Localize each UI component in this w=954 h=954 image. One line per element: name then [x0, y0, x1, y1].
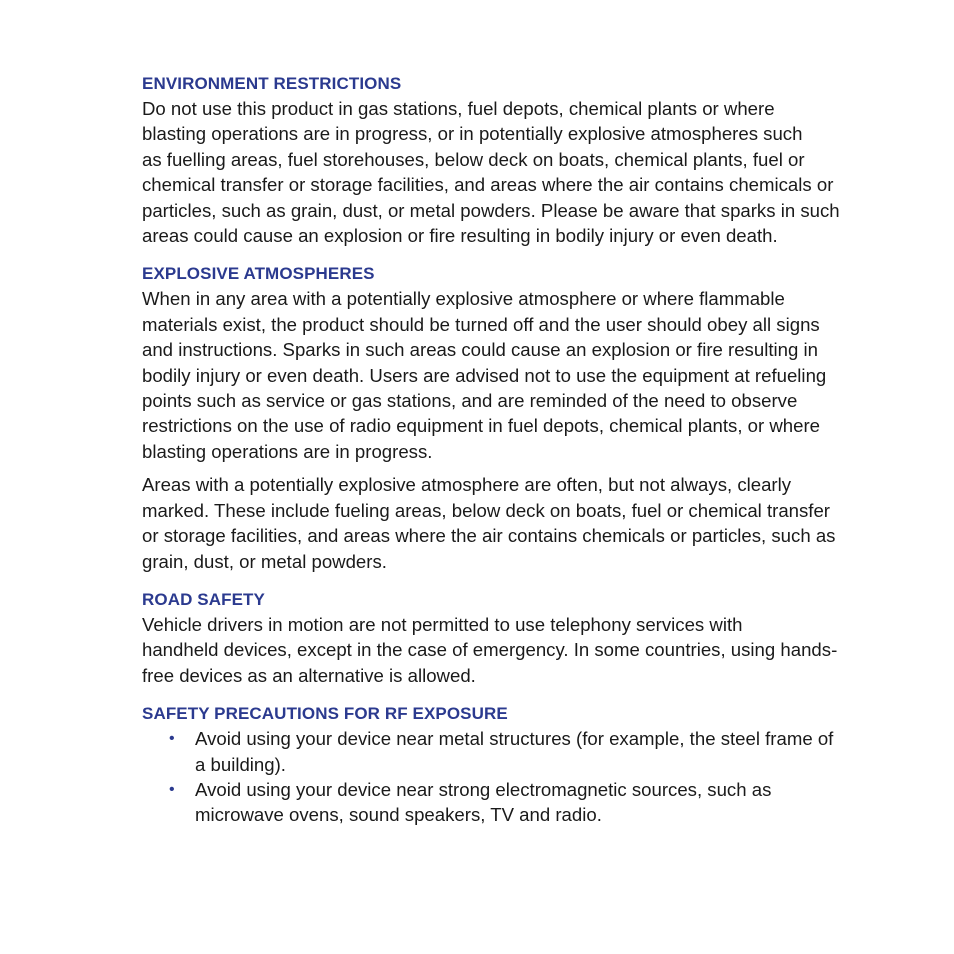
- text-line: free devices as an alternative is allowed.: [142, 664, 476, 686]
- text-line: Avoid using your device near metal structures (for example, the steel frame of: [195, 728, 834, 750]
- bullet-list: [142, 726, 882, 828]
- text-line: or storage facilities, and areas where the air contains chemicals or particles, such as: [142, 525, 836, 547]
- text-line: microwave ovens, sound speakers, TV and radio.: [195, 804, 602, 826]
- list-item: [142, 726, 882, 777]
- section-heading: ROAD SAFETY: [142, 589, 265, 609]
- bullet-icon: •: [169, 730, 175, 748]
- text-line: Do not use this product in gas stations, fuel depots, chemical plants or where: [142, 98, 775, 119]
- section-rf-exposure: [142, 702, 882, 828]
- text-line: materials exist, the product should be turned off and the user should obey all signs: [142, 313, 820, 335]
- text-line: as fuelling areas, fuel storehouses, below deck on boats, chemical plants, fuel or: [142, 148, 805, 170]
- section-heading: SAFETY PRECAUTIONS FOR RF EXPOSURE: [142, 704, 508, 724]
- text-line: blasting operations are in progress, or in potentially explosive atmospheres such: [142, 123, 803, 145]
- text-line: Vehicle drivers in motion are not permitted to use telephony services with: [142, 613, 743, 635]
- text-line: marked. These include fueling areas, below deck on boats, fuel or chemical transfer: [142, 499, 830, 521]
- text-line: chemical transfer or storage facilities, and areas where the air contains chemicals or: [142, 174, 834, 196]
- text-line: Avoid using your device near strong electromagnetic sources, such as: [195, 778, 772, 800]
- text-line: restrictions on the use of radio equipment in fuel depots, chemical plants, or where: [142, 415, 821, 437]
- text-line: areas could cause an explosion or fire resulting in bodily injury or even death.: [142, 225, 778, 247]
- text-line: grain, dust, or metal powders.: [142, 550, 387, 572]
- text-line: Areas with a potentially explosive atmosphere are often, but not always, clearly: [142, 474, 792, 496]
- paragraph: [142, 96, 882, 248]
- section-heading: ENVIRONMENT RESTRICTIONS: [142, 74, 402, 93]
- paragraph: [142, 472, 882, 574]
- text-line: bodily injury or even death. Users are advised not to use the equipment at refueling: [142, 364, 827, 386]
- section-explosive-atmospheres: [142, 262, 882, 573]
- text-line: handheld devices, except in the case of emergency. In some countries, using hands-: [142, 639, 838, 661]
- text-line: a building).: [195, 753, 286, 775]
- bullet-icon: •: [169, 780, 175, 798]
- text-line: When in any area with a potentially explosive atmosphere or where flammable: [142, 288, 785, 310]
- text-line: points such as service or gas stations, and are reminded of the need to observe: [142, 390, 798, 412]
- text-line: blasting operations are in progress.: [142, 440, 433, 462]
- section-environment-restrictions: [142, 72, 882, 248]
- text-line: and instructions. Sparks in such areas could cause an explosion or fire resulting in: [142, 339, 818, 361]
- section-heading: EXPLOSIVE ATMOSPHERES: [142, 264, 375, 284]
- list-item: [142, 777, 882, 828]
- text-line: particles, such as grain, dust, or metal powders. Please be aware that sparks in such: [142, 199, 840, 221]
- paragraph: [142, 612, 882, 688]
- paragraph: [142, 286, 882, 464]
- section-road-safety: [142, 588, 882, 688]
